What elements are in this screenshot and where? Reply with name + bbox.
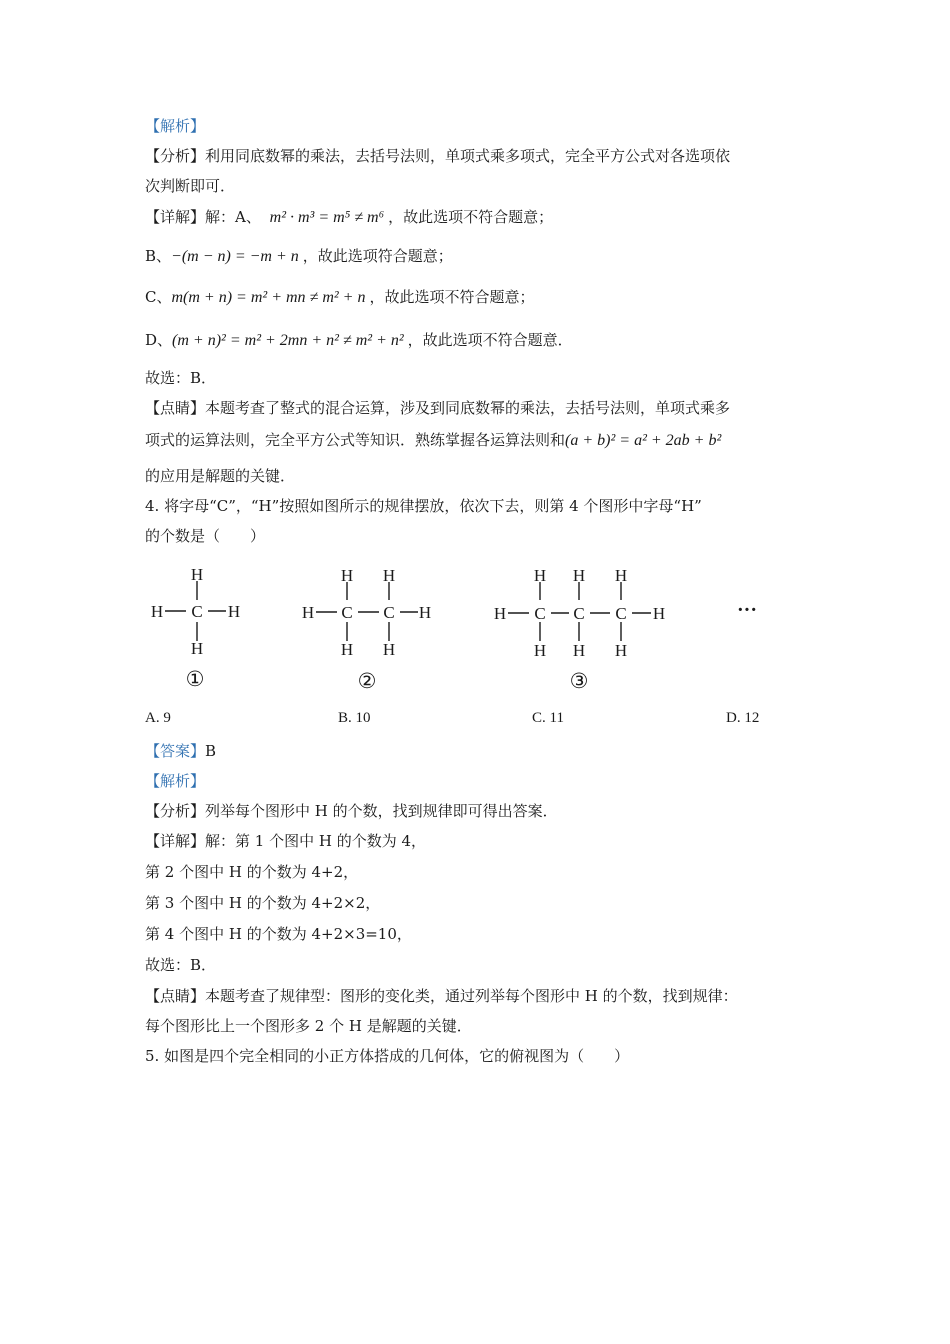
q4-answer — [145, 741, 216, 761]
q4-option-b: B. 10 — [338, 710, 371, 726]
fig2-h-right: H — [418, 603, 432, 622]
answer-value: B — [205, 742, 217, 760]
jiexi-heading: 【解析】 — [145, 117, 206, 135]
fig1-h-right: H — [227, 602, 241, 621]
fig3-h-bottom-3: H — [614, 641, 628, 660]
detail-option-d — [145, 330, 573, 351]
detail-option-a — [145, 207, 553, 228]
q4-option-d: D. 12 — [726, 710, 760, 726]
q4-jiexi-heading: 【解析】 — [145, 772, 206, 790]
conclusion: 故选：B． — [145, 369, 217, 387]
option-a-prefix: 解：A、 — [205, 208, 261, 226]
option-d-verdict: ，故此选项不符合题意． — [407, 331, 573, 349]
fig3-label: ③ — [569, 669, 589, 690]
q4-option-c: C. 11 — [532, 710, 564, 726]
comment-line-3: 的应用是解题的关键． — [145, 467, 296, 485]
q4-analysis-text: 列举每个图形中 H 的个数，找到规律即可得出答案． — [205, 802, 558, 820]
fig2-c-1: C — [341, 603, 353, 622]
comment-tag: 【点睛】 — [145, 399, 206, 417]
option-d-formula: (m + n)² = m² + 2mn + n² ≠ m² + n² — [172, 332, 404, 349]
fig3-h-bottom-1: H — [533, 641, 547, 660]
fig2-h-top-1: H — [340, 566, 354, 585]
q5-stem: 5. 如图是四个完全相同的小正方体搭成的几何体，它的俯视图为（ ） — [145, 1047, 630, 1065]
option-a-formula: m² · m³ = m⁵ ≠ m⁶ — [269, 209, 385, 226]
q4-stem-line-2: 的个数是（ ） — [145, 527, 266, 545]
fig2-h-bottom-2: H — [382, 640, 396, 659]
fig1-c: C — [191, 602, 203, 621]
option-c-prefix: C、 — [145, 288, 172, 306]
fig3-h-bottom-2: H — [572, 641, 586, 660]
fig3-c-3: C — [615, 604, 627, 623]
q4-detail-tag: 【详解】 — [145, 832, 206, 850]
option-d-prefix: D、 — [145, 331, 173, 349]
analysis-tag: 【分析】 — [145, 147, 206, 165]
fig3-h-right: H — [652, 604, 666, 623]
q4-conclusion: 故选：B． — [145, 956, 217, 974]
q4-comment-line-1 — [145, 986, 738, 1006]
fig2-c-2: C — [383, 603, 395, 622]
fig2-h-bottom-1: H — [340, 640, 354, 659]
fig2-h-top-2: H — [382, 566, 396, 585]
comment-line-2 — [145, 430, 721, 451]
answer-tag: 【答案】 — [145, 742, 206, 760]
comment-text: 本题考查了整式的混合运算，涉及到同底数幂的乘法，去括号法则，单项式乘多 — [205, 399, 731, 417]
comment-text-2: 项式的运算法则，完全平方公式等知识．熟练掌握各运算法则和 — [145, 431, 566, 449]
fig3-h-top-3: H — [614, 566, 628, 585]
option-a-verdict: ，故此选项不符合题意； — [388, 208, 554, 226]
option-c-verdict: ，故此选项不符合题意； — [369, 288, 535, 306]
q4-comment-text: 本题考查了规律型：图形的变化类，通过列举每个图形中 H 的个数，找到规律： — [205, 987, 738, 1005]
fig1-h-left: H — [150, 602, 164, 621]
detail-tag: 【详解】 — [145, 208, 206, 226]
fig3-h-top-2: H — [572, 566, 586, 585]
option-b-prefix: B、 — [145, 247, 172, 265]
q4-detail-text-1: 解：第 1 个图中 H 的个数为 4， — [205, 832, 427, 850]
fig3-c-2: C — [573, 604, 585, 623]
q4-option-a: A. 9 — [145, 710, 171, 726]
q4-comment-line-2: 每个图形比上一个图形多 2 个 H 是解题的关键． — [145, 1017, 472, 1035]
fig3-h-left: H — [493, 604, 507, 623]
fig2-h-left: H — [301, 603, 315, 622]
square-formula: (a + b)² = a² + 2ab + b² — [565, 432, 722, 449]
detail-option-c — [145, 287, 535, 308]
option-b-verdict: ，故此选项符合题意； — [302, 247, 453, 265]
fig3-c-1: C — [534, 604, 546, 623]
q4-detail-3: 第 3 个图中 H 的个数为 4+2×2， — [145, 894, 381, 912]
fig3-h-top-1: H — [533, 566, 547, 585]
q4-detail-1 — [145, 831, 426, 851]
comment-line-1 — [145, 398, 730, 418]
detail-option-b — [145, 246, 453, 267]
q4-analysis — [145, 801, 558, 821]
fig1-label: ① — [185, 667, 205, 690]
q4-stem-line-1: 4. 将字母“C”，“H”按照如图所示的规律摆放，依次下去，则第 4 个图形中字母“H” — [145, 497, 702, 515]
q4-analysis-tag: 【分析】 — [145, 802, 206, 820]
q4-detail-4: 第 4 个图中 H 的个数为 4+2×3=10， — [145, 925, 412, 943]
analysis-text: 利用同底数幂的乘法，去括号法则，单项式乘多项式，完全平方公式对各选项依 — [205, 147, 731, 165]
analysis-line-1 — [145, 146, 730, 166]
fig1-h-bottom: H — [190, 639, 204, 658]
option-b-formula: −(m − n) = −m + n — [171, 248, 299, 265]
fig2-label: ② — [357, 669, 377, 690]
option-c-formula: m(m + n) = m² + mn ≠ m² + n — [171, 289, 366, 306]
q4-detail-2: 第 2 个图中 H 的个数为 4+2， — [145, 863, 359, 881]
q4-comment-tag: 【点睛】 — [145, 987, 206, 1005]
analysis-line-2: 次判断即可． — [145, 177, 236, 195]
q4-figure — [145, 555, 805, 690]
fig-ellipsis: ··· — [736, 599, 758, 621]
fig1-h-top: H — [190, 565, 204, 584]
